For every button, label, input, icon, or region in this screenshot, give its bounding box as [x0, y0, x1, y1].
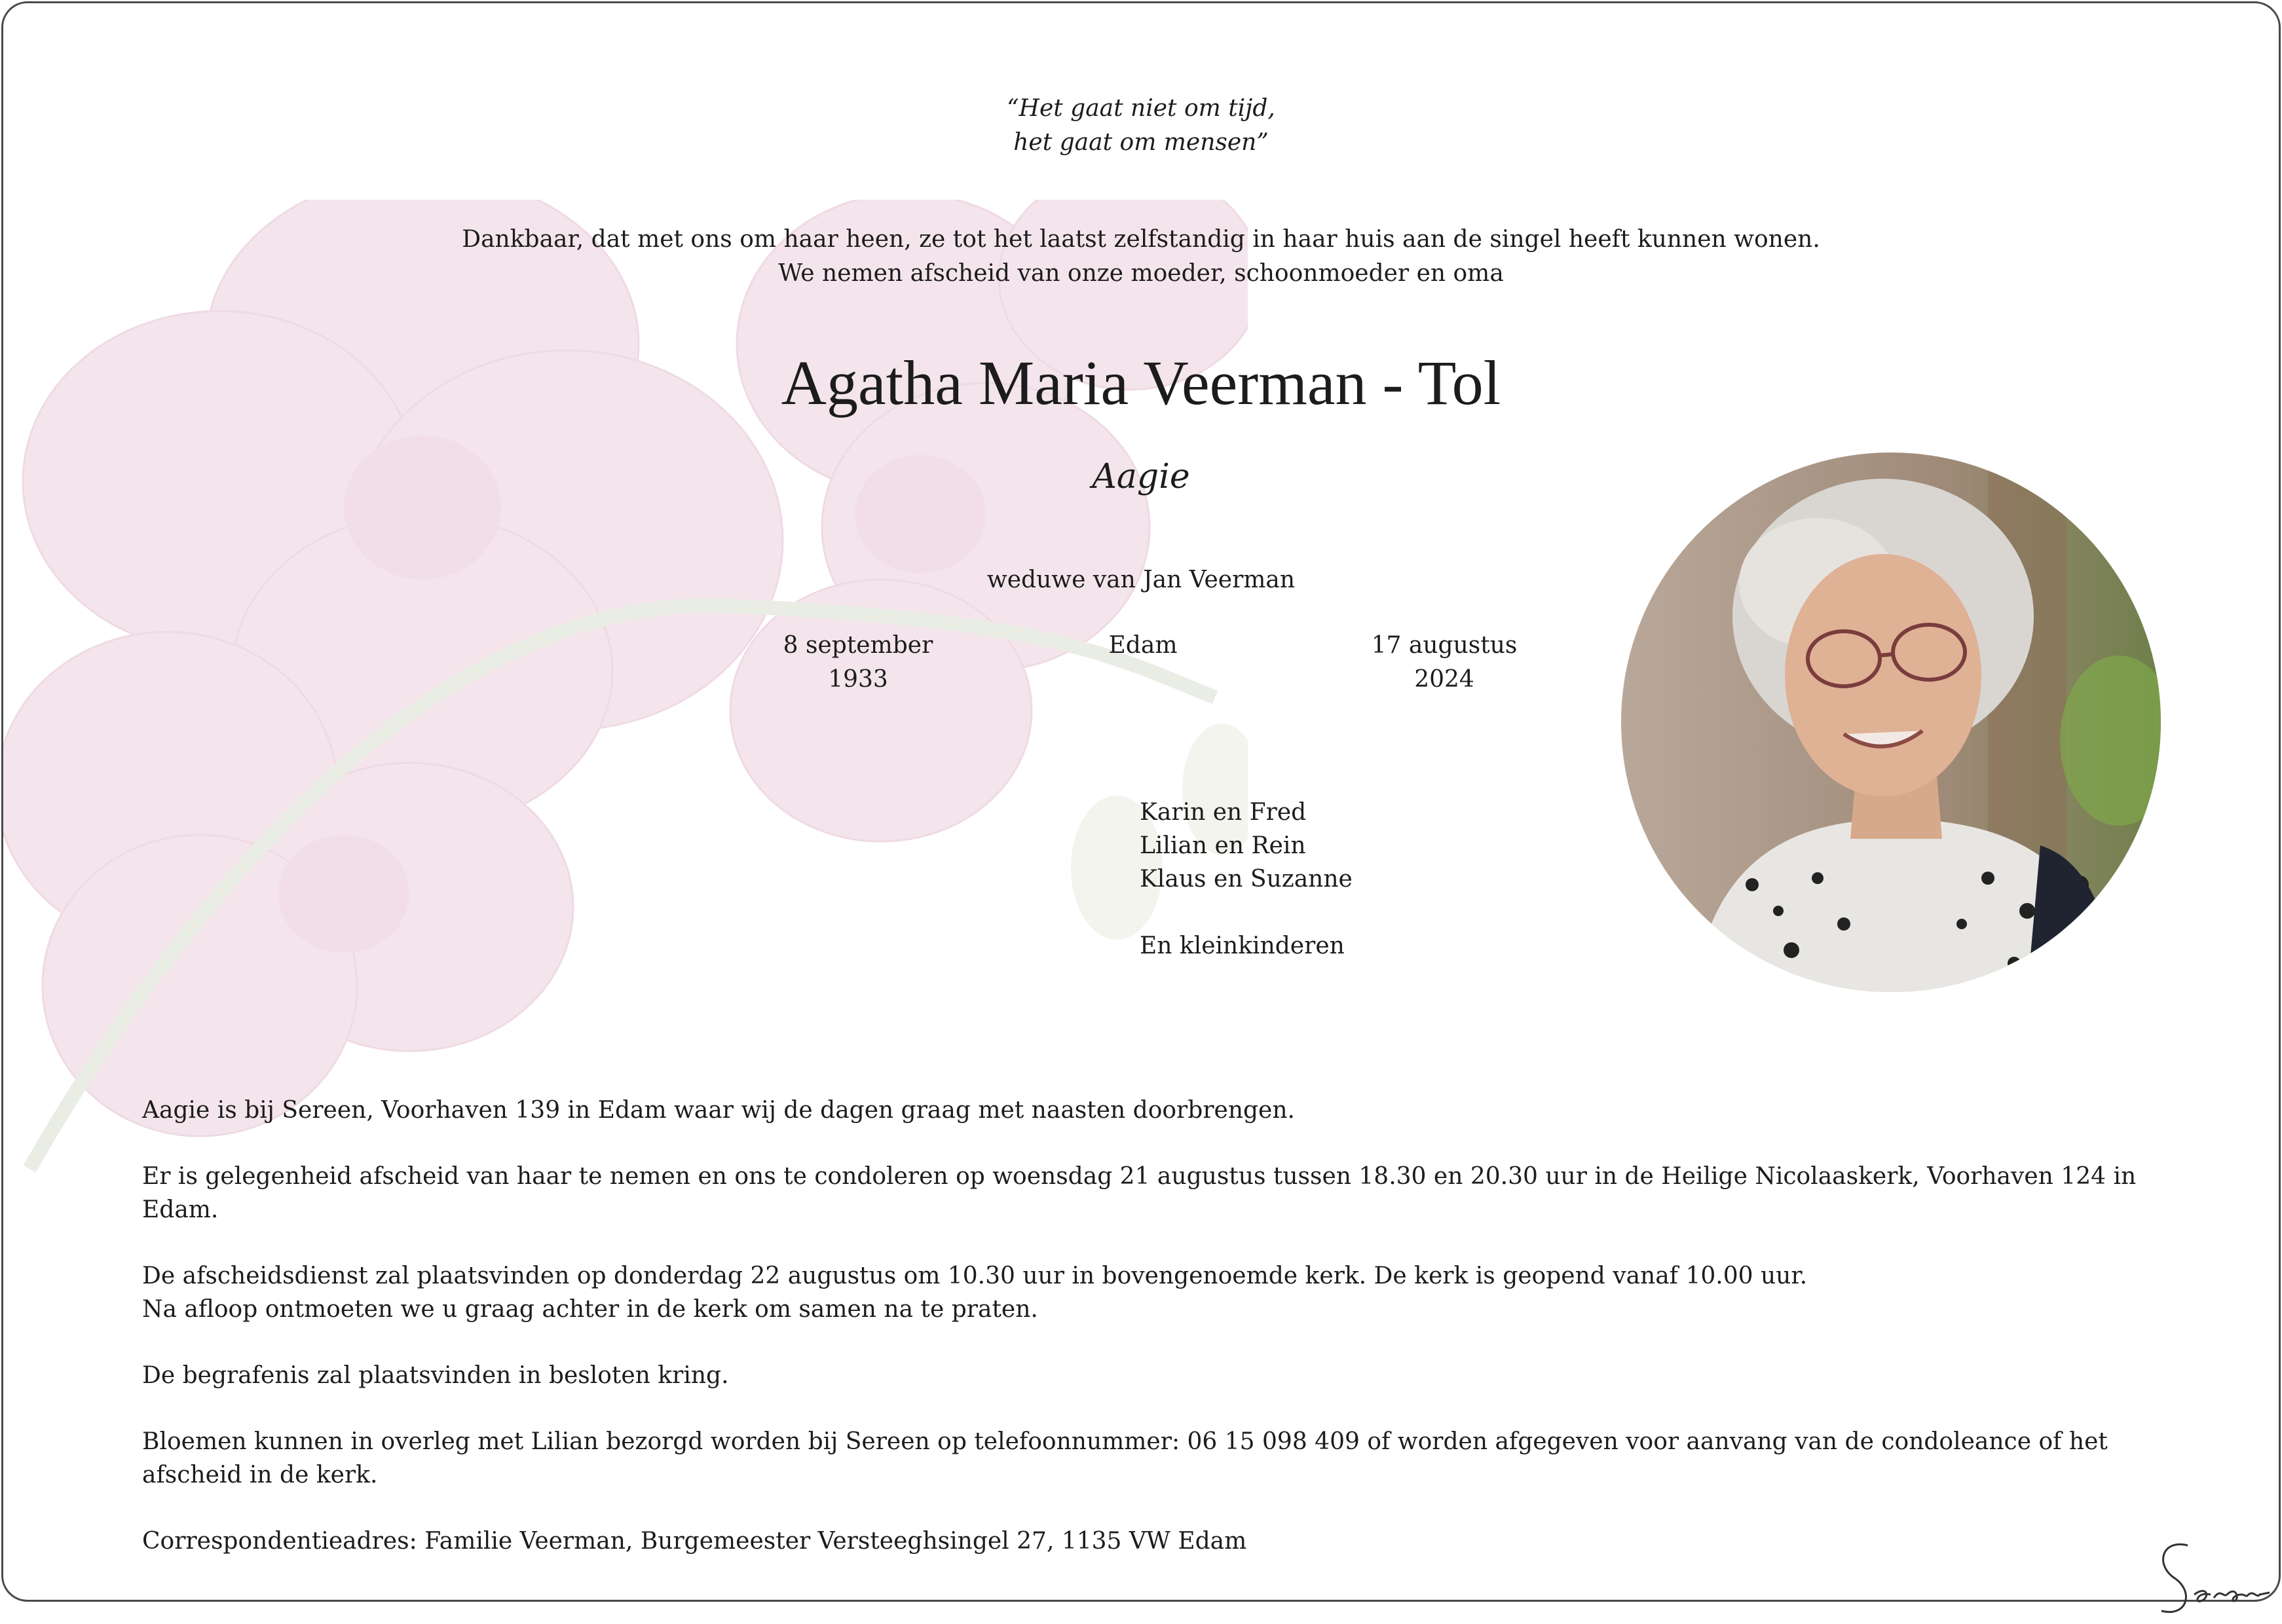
- quote-line-2: het gaat om mensen”: [1013, 129, 1269, 156]
- intro-line-2: We nemen afscheid van onze moeder, schoonmoeder en oma: [778, 260, 1504, 287]
- details-line: De afscheidsdienst zal plaatsvinden op donderdag 22 augustus om 10.30 uur in bovengenoemde kerk. De kerk is geopend vanaf 10.00 uur.: [142, 1263, 1808, 1289]
- sereen-signature-logo: [2148, 1532, 2273, 1624]
- intro-text: [3, 223, 2279, 291]
- family-spacer: [1140, 896, 1353, 929]
- opening-quote: [3, 92, 2279, 160]
- family-member: Karin en Fred: [1140, 799, 1307, 826]
- deceased-nickname: Aagie: [1092, 457, 1190, 496]
- details-paragraph: Bloemen kunnen in overleg met Lilian bezorgd worden bij Sereen op telefoonnummer: 06 15 098 409 of worden afgegeven voor aanvang van de condoleance of het afscheid in de kerk.: [142, 1428, 2108, 1488]
- quote-line-1: “Het gaat niet om tijd,: [1007, 95, 1275, 122]
- portrait-photo: [1621, 452, 2161, 992]
- family-member: Klaus en Suzanne: [1140, 866, 1353, 893]
- birth-date: 8 september 1933: [783, 632, 933, 693]
- details-paragraph: De begrafenis zal plaatsvinden in besloten kring.: [142, 1362, 729, 1389]
- intro-line-1: Dankbaar, dat met ons om haar heen, ze tot het laatst zelfstandig in haar huis aan de singel heeft kunnen wonen.: [462, 226, 1820, 253]
- family-list: [1140, 796, 1353, 963]
- widow-of: weduwe van Jan Veerman: [986, 566, 1296, 593]
- details-paragraph: [142, 1259, 2173, 1326]
- details-paragraph: Aagie is bij Sereen, Voorhaven 139 in Edam waar wij de dagen graag met naasten doorbrengen.: [142, 1097, 1295, 1124]
- details-paragraph: Correspondentieadres: Familie Veerman, Burgemeester Versteeghsingel 27, 1135 VW Edam: [142, 1528, 1247, 1555]
- announcement-card: [1, 1, 2281, 1602]
- deceased-name: Agatha Maria Veerman - Tol: [781, 348, 1501, 418]
- grandchildren: En kleinkinderen: [1140, 932, 1345, 959]
- family-member: Lilian en Rein: [1140, 832, 1306, 859]
- funeral-details: [142, 1094, 2173, 1591]
- details-line: Na afloop ontmoeten we u graag achter in de kerk om samen na te praten.: [142, 1296, 1038, 1323]
- death-date: 17 augustus 2024: [1371, 632, 1518, 693]
- place: Edam: [1108, 632, 1178, 659]
- details-paragraph: Er is gelegenheid afscheid van haar te nemen en ons te condoleren op woensdag 21 augustus tussen 18.30 en 20.30 uur in de Heilige Nicolaaskerk, Voorhaven 124 in Edam.: [142, 1163, 2137, 1223]
